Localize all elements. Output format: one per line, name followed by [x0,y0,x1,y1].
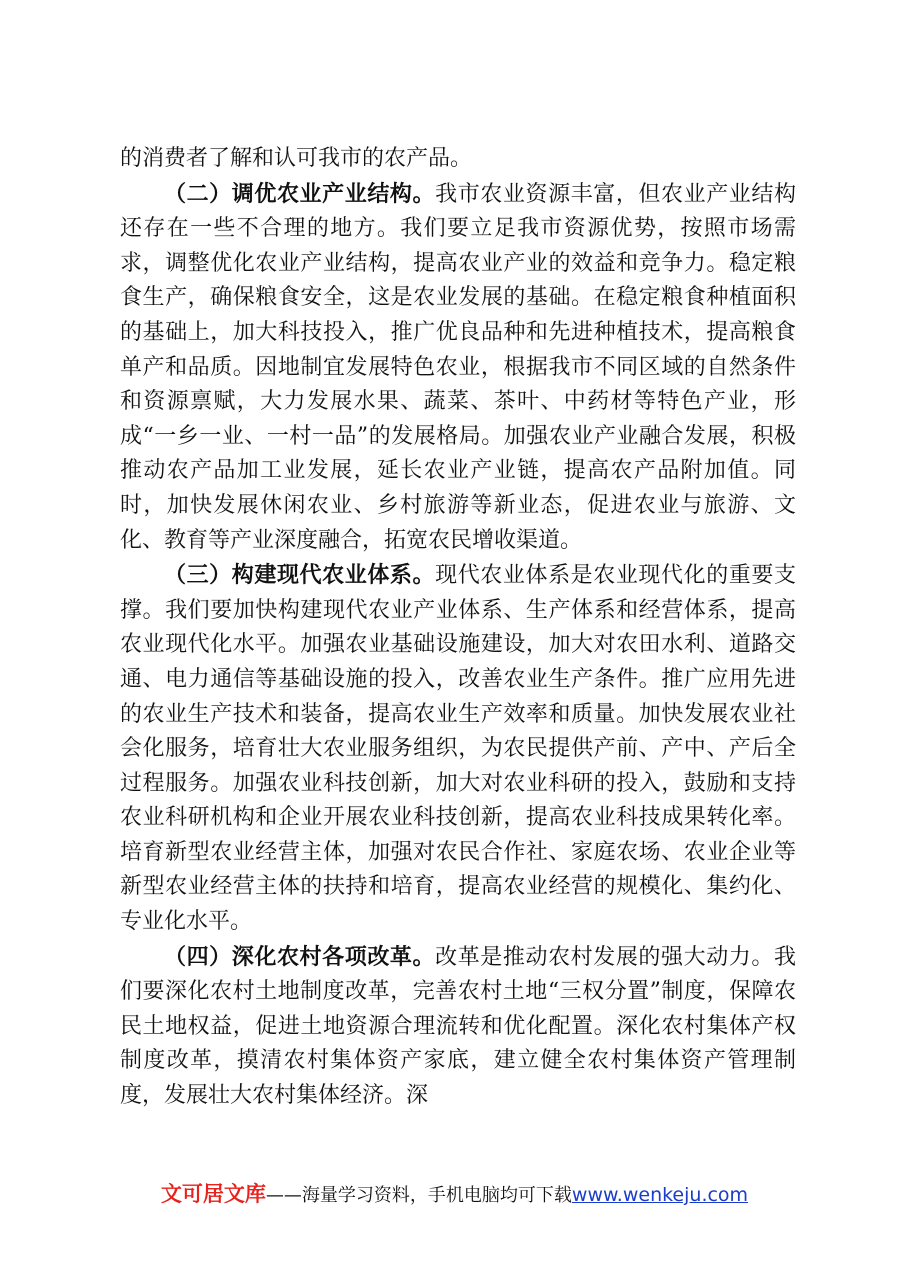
section-heading: （二）调优农业产业结构。 [164,180,436,207]
paragraph-section-2 [120,177,796,559]
paragraph-text: 的消费者了解和认可我市的农产品。 [120,146,473,171]
paragraph-text: 我市农业资源丰富，但农业产业结构还存在一些不合理的地方。我们要立足我市资源优势，按照市场需求，调整优化农业产业结构，提高农业产业的效益和竞争力。稳定粮食生产，确保粮食安全，这是农业发展的基础。在稳定粮食种植面积的基础上，加大科技投入，推广优良品种和先进种植技术，提高粮食单产和品质。因地制宜发展特色农业，根据我市不同区域的自然条件和资源禀赋，大力发展水果、蔬菜、茶叶、中药材等特色产业，形成“一乡一业、一村一品”的发展格局。加强农业产业融合发展，积极推动农产品加工业发展，延长农业产业链，提高农产品附加值。同时，加快发展休闲农业、乡村旅游等新业态，促进农业与旅游、文化、教育等产业深度融合，拓宽农民增收渠道。 [120,181,796,553]
page-footer [0,1178,909,1208]
footer-description: ——海量学习资料，手机电脑均可下载 [265,1185,572,1206]
footer-website-link[interactable]: www.wenkeju.com [571,1184,749,1206]
paragraph-section-3 [120,558,796,940]
section-heading: （三）构建现代农业体系。 [164,562,436,589]
document-body [120,142,796,1114]
paragraph-section-4 [120,940,796,1114]
section-heading: （四）深化农村各项改革。 [164,943,436,970]
paragraph-continuation [120,142,796,177]
paragraph-text: 现代农业体系是农业现代化的重要支撑。我们要加快构建现代农业产业体系、生产体系和经营体系，提高农业现代化水平。加强农业基础设施建设，加大对农田水利、道路交通、电力通信等基础设施的投入，改善农业生产条件。推广应用先进的农业生产技术和装备，提高农业生产效率和质量。加快发展农业社会化服务，培育壮大农业服务组织，为农民提供产前、产中、产后全过程服务。加强农业科技创新，加大对农业科研的投入，鼓励和支持农业科研机构和企业开展农业科技创新，提高农业科技成果转化率。培育新型农业经营主体，加强对农民合作社、家庭农场、农业企业等新型农业经营主体的扶持和培育，提高农业经营的规模化、集约化、专业化水平。 [120,563,796,935]
paragraph-text: 改革是推动农村发展的强大动力。我们要深化农村土地制度改革，完善农村土地“三权分置”制度，保障农民土地权益，促进土地资源合理流转和优化配置。深化农村集体产权制度改革，摸清农村集体资产家底，建立健全农村集体资产管理制度，发展壮大农村集体经济。深 [120,944,796,1109]
footer-brand: 文可居文库 [160,1182,266,1206]
